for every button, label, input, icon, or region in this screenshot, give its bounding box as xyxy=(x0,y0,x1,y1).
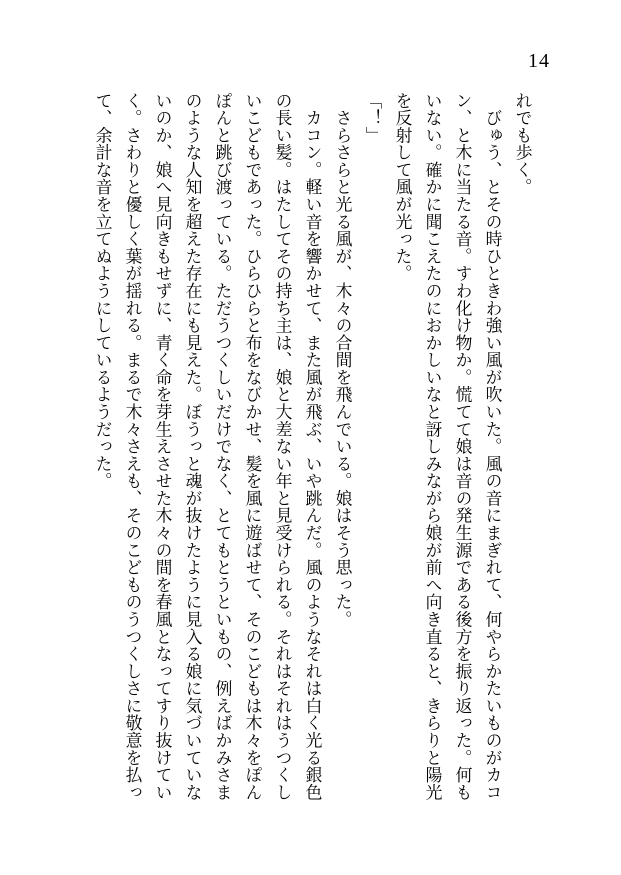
paragraph-2: びゅう、とその時ひときわ強い風が吹いた。風の音にまぎれて、何やらかたいものがカコン、と木に当たる音。すわ化け物か。慌てて娘は音の発生源である後方を振り返った。何もいない。確かに聞こえたのにおかしいなと訝しみながら娘が前へ向き直ると、きらりと陽光を反射して風が光った。 xyxy=(393,92,503,801)
vertical-body-text xyxy=(66,92,538,802)
page-number: 14 xyxy=(528,50,550,72)
paragraph-3: 「！」 xyxy=(363,92,383,144)
paragraph-5: カコン。軽い音を響かせて、また風が飛ぶ、いや跳んだ。風のようなそれは白く光る銀色の長い髪。はたしてその持ち主は、娘と大差ない年と見受けられる。それはそれはうつくしいこどもであった。ひらひらと布をなびかせ、髪を風に遊ばせて、そのこどもは木々をぽんぽんと跳び渡っている。ただうつくしいだけでなく、とてもとうといもの、例えばかみさまのような人知を超えた存在にも見えた。ぼうっと魂が抜けたように見入る娘に気づいていないのか、娘へ見向きもせずに、青く命を芽生えさせた木々の間を春風となってすり抜けていく。さわりと優しく葉が揺れる。まるで木々さえも、そのこどものうつくしさに敬意を払って、余計な音を立てぬようにしているようだった。 xyxy=(93,92,323,801)
paragraph-1: れでも歩く。 xyxy=(513,92,533,196)
paragraph-4: さらさらと光る風が、木々の合間を飛んでいる。娘はそう思った。 xyxy=(333,92,353,628)
